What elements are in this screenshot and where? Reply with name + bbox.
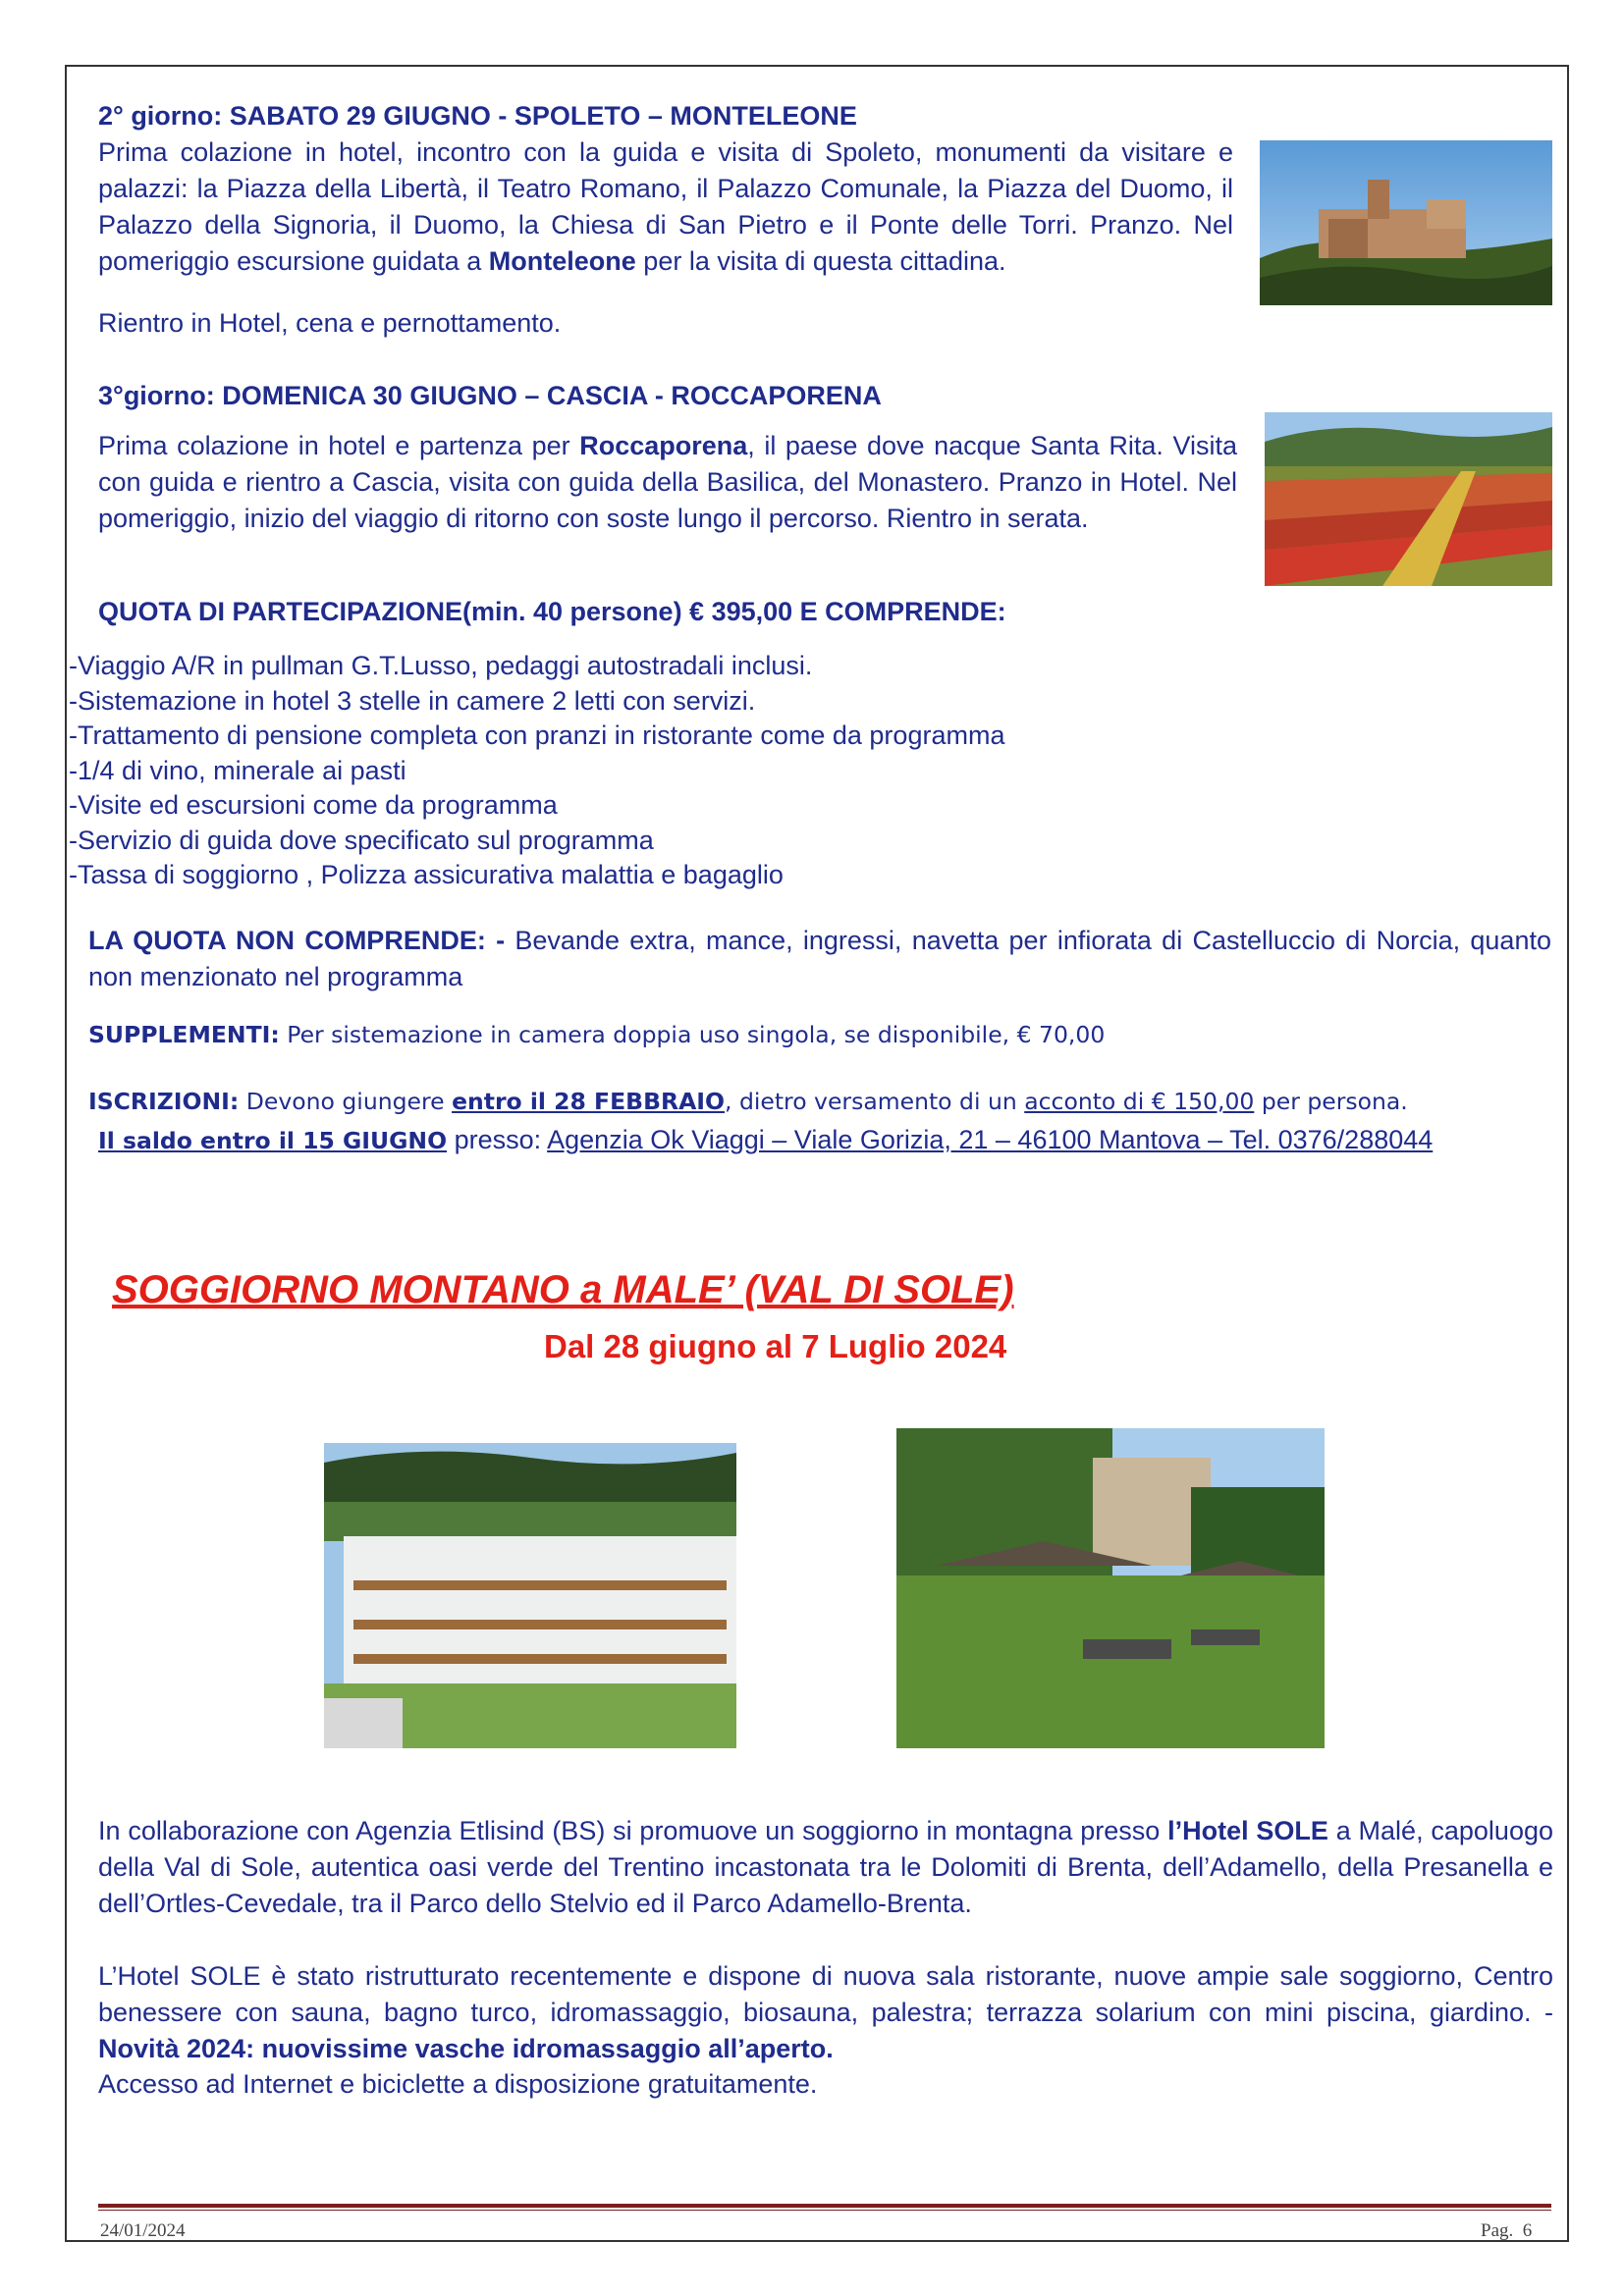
day2-last-line: Rientro in Hotel, cena e pernottamento. bbox=[98, 308, 562, 338]
castelluccio-photo bbox=[1265, 412, 1552, 586]
spoleto-photo bbox=[1260, 140, 1552, 305]
list-item: -Tassa di soggiorno , Polizza assicurativa malattia e bagaglio bbox=[69, 860, 784, 889]
soggiorno-p3: Accesso ad Internet e biciclette a disposizione gratuitamente. bbox=[98, 2069, 818, 2099]
footer-page: Pag. 6 bbox=[1481, 2220, 1533, 2241]
list-item: -Viaggio A/R in pullman G.T.Lusso, pedaggi autostradali inclusi. bbox=[69, 651, 813, 680]
list-item: -Visite ed escursioni come da programma bbox=[69, 790, 558, 820]
list-item: -1/4 di vino, minerale ai pasti bbox=[69, 755, 406, 785]
soggiorno-title: SOGGIORNO MONTANO a MALE’ (VAL DI SOLE) bbox=[112, 1268, 1014, 1311]
day2-text: Prima colazione in hotel, incontro con la guida e visita di Spoleto, monumenti da visitare e palazzi: la Piazza della Libertà, il Teatro Romano, il Palazzo Comunale, la Piazza del Duomo, il Palazzo della Signoria, il Duomo, la Chiesa di San Pietro e il Ponte delle Torri. Pranzo. Nel pomeriggio escursione guidata a Monteleone per la visita di questa cittadina. bbox=[98, 137, 1233, 276]
saldo-info: Il saldo entro il 15 GIUGNO presso: Agenzia Ok Viaggi – Viale Gorizia, 21 – 46100 Mantova – Tel. 0376/288044 bbox=[98, 1125, 1434, 1154]
soggiorno-dates: Dal 28 giugno al 7 Luglio 2024 bbox=[544, 1328, 1007, 1364]
footer-rule-thin bbox=[98, 2210, 1551, 2211]
day2-title: 2° giorno: SABATO 29 GIUGNO - SPOLETO – MONTELEONE bbox=[98, 101, 857, 131]
quota-title: QUOTA DI PARTECIPAZIONE(min. 40 persone) € 395,00 E COMPRENDE: bbox=[98, 597, 1006, 626]
list-item: -Trattamento di pensione completa con pranzi in ristorante come da programma bbox=[69, 721, 1005, 750]
soggiorno-p1: In collaborazione con Agenzia Etlisind (BS) si promuove un soggiorno in montagna presso l’Hotel SOLE a Malé, capoluogo della Val di Sole, autentica oasi verde del Trentino incastonata tra le Dolomiti di Brenta, dell’Adamello, della Presanella e dell’Ortles-Cevedale, tra il Parco dello Stelvio ed il Parco Adamello-Brenta. bbox=[98, 1816, 1553, 1918]
supplementi: SUPPLEMENTI: Per sistemazione in camera doppia uso singola, se disponibile, € 70,00 bbox=[88, 1021, 1106, 1048]
day3-text: Prima colazione in hotel e partenza per Roccaporena, il paese dove nacque Santa Rita. Visita con guida e rientro a Cascia, visita con guida della Basilica, del Monastero. Pranzo in Hotel. Nel pomeriggio, inizio del viaggio di ritorno con soste lungo il percorso. Rientro in serata. bbox=[98, 431, 1238, 533]
list-item: -Sistemazione in hotel 3 stelle in camere 2 letti con servizi. bbox=[69, 685, 756, 716]
footer-date: 24/01/2024 bbox=[100, 2220, 186, 2241]
soggiorno-p2: L’Hotel SOLE è stato ristrutturato recentemente e dispone di nuova sala ristorante, nuove ampie sale soggiorno, Centro benessere con sauna, bagno turco, idromassaggio, biosauna, palestra; terrazza solarium con mini piscina, giardino. - Novità 2024: nuovissime vasche idromassaggio all’aperto. bbox=[98, 1961, 1553, 2063]
footer-rule bbox=[98, 2204, 1551, 2208]
hotel-photo bbox=[324, 1443, 736, 1748]
day3-title: 3°giorno: DOMENICA 30 GIUGNO – CASCIA - ROCCAPORENA bbox=[98, 381, 882, 410]
list-item: -Servizio di guida dove specificato sul programma bbox=[69, 825, 654, 855]
garden-photo bbox=[896, 1428, 1325, 1748]
non-comprende: LA QUOTA NON COMPRENDE: - Bevande extra, mance, ingressi, navetta per infiorata di Castelluccio di Norcia, quanto non menzionato nel programma bbox=[88, 926, 1551, 991]
quota-list bbox=[69, 649, 1004, 893]
iscrizioni: ISCRIZIONI: Devono giungere entro il 28 FEBBRAIO, dietro versamento di un acconto di € 150,00 per persona. bbox=[88, 1088, 1408, 1115]
